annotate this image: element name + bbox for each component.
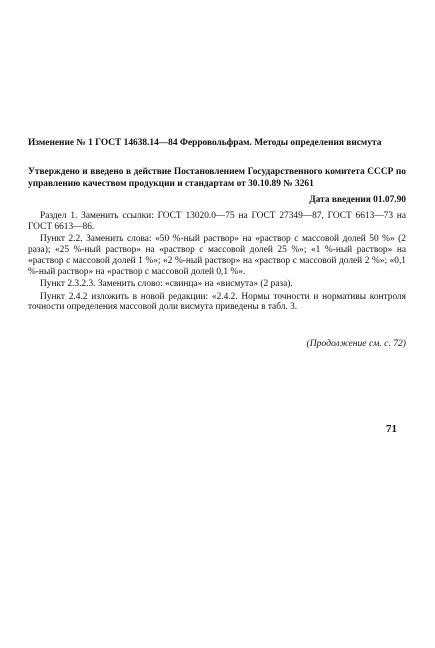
continuation-note: (Продолжение см. с. 72) (306, 338, 406, 349)
paragraph-clause-2-4-2: Пункт 2.4.2 изложить в новой редакции: «2.4.2. Нормы точности и нормативы контроля точности определения массовой доли висмута приведены в табл. 3. (28, 291, 406, 313)
effective-date: Дата введения 01.07.90 (309, 195, 406, 205)
paragraph-clause-2-3-2-3: Пункт 2.3.2.3. Заменить слово: «свинца» на «висмута» (2 раза). (40, 279, 293, 290)
amendment-body (28, 211, 406, 315)
approval-statement: Утверждено и введено в действие Постановлением Государственного комитета СССР по управлению качеством продукции и стандартам от 30.10.89 № 3261 (28, 167, 406, 189)
paragraph-section-1: Раздел 1. Заменить ссылки: ГОСТ 13020.0—75 на ГОСТ 27349—87, ГОСТ 6613—73 на ГОСТ 6613—86. (28, 211, 406, 232)
amendment-heading: Изменение № 1 ГОСТ 14638.14—84 Ферровольфрам. Методы определения висмута (28, 138, 382, 148)
paragraph-clause-2-2: Пункт 2.2. Заменить слова: «50 %-ный раствор» на «раствор с массовой долей 50 %» (2 раза); «25 %-ный раствор» на «раствор с массовой долей 25 %»; «1 %-ный раствор» на «раствор с массовой долей 1 %»; «2 %-ный раствор» на «раствор с массовой долей 2 %»; «0,1 %-ный раствор» на «раствор с массовой долей 0,1 %». (28, 234, 406, 277)
page-number: 71 (386, 423, 397, 435)
